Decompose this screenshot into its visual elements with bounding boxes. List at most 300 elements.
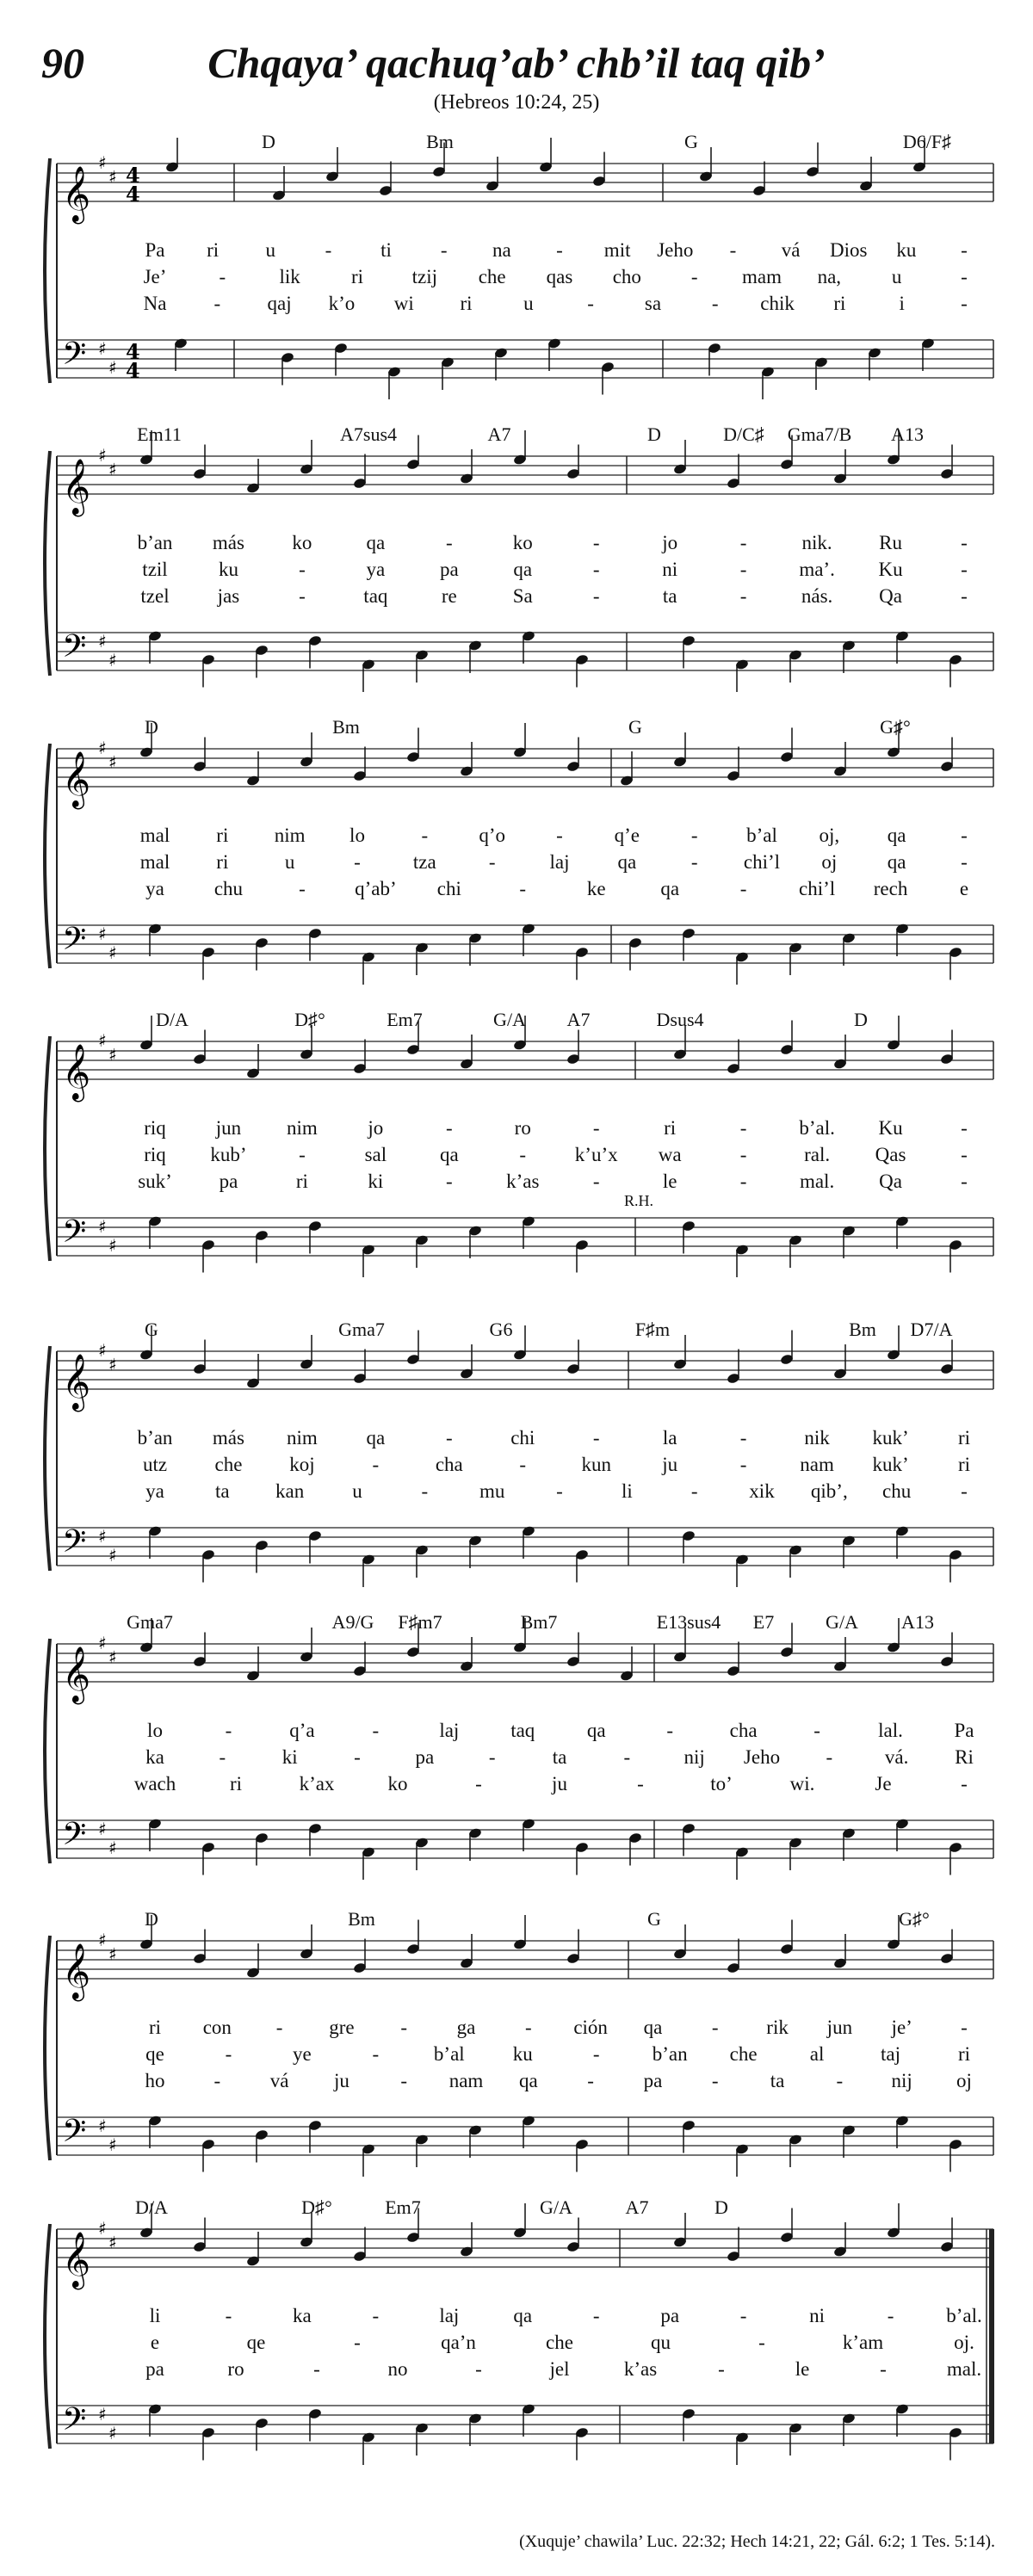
lyric-syllable: Jeho bbox=[743, 1746, 781, 1768]
lyric-syllable: tza bbox=[412, 851, 436, 873]
lyric-syllable: Sa bbox=[512, 585, 533, 607]
lyric-syllable: ri bbox=[664, 1117, 677, 1139]
syllable-hyphen: - bbox=[592, 2043, 600, 2065]
lyric-verse-2 bbox=[0, 1144, 1033, 1168]
lyric-verse-3 bbox=[0, 1773, 1033, 1797]
sharp-icon: ♯ bbox=[98, 738, 107, 758]
lyric-syllable: ri bbox=[350, 266, 364, 287]
sharp-icon: ♯ bbox=[108, 357, 117, 378]
chord-symbol: Gma7/B bbox=[787, 423, 852, 445]
lyric-syllable: ya bbox=[145, 1480, 164, 1502]
lyric-syllable: riq bbox=[144, 1144, 166, 1165]
lyric-verse-3 bbox=[0, 585, 1033, 609]
lyric-syllable: b’an bbox=[137, 1427, 173, 1449]
lyric-syllable: ta bbox=[552, 1746, 567, 1768]
lyric-syllable: k’ax bbox=[299, 1773, 335, 1795]
syllable-hyphen: - bbox=[961, 559, 968, 580]
treble-clef-icon: 𝄞 bbox=[62, 1943, 91, 1999]
lyric-syllable: chu bbox=[213, 878, 244, 899]
lyric-syllable: mal bbox=[139, 825, 170, 846]
syllable-hyphen: - bbox=[739, 2305, 747, 2326]
lyric-verse-1 bbox=[0, 1427, 1033, 1451]
music-system bbox=[0, 1317, 1033, 1592]
chord-symbol: A7sus4 bbox=[339, 423, 398, 445]
syllable-hyphen: - bbox=[556, 825, 563, 846]
lyric-syllable: qaj bbox=[267, 293, 292, 314]
music-system bbox=[0, 2195, 1033, 2470]
lyric-syllable: k’as bbox=[506, 1171, 540, 1192]
sharp-icon: ♯ bbox=[108, 166, 117, 188]
syllable-hyphen: - bbox=[313, 2358, 320, 2380]
lyric-syllable: tzil bbox=[142, 559, 168, 580]
sharp-icon: ♯ bbox=[108, 459, 117, 480]
chord-symbol: F♯m bbox=[634, 1319, 671, 1340]
sharp-icon: ♯ bbox=[108, 2232, 117, 2253]
syllable-hyphen: - bbox=[488, 1746, 496, 1768]
lyric-syllable: k’o bbox=[328, 293, 356, 314]
treble-clef-icon: 𝄞 bbox=[62, 166, 91, 222]
lyric-syllable: cha bbox=[729, 1720, 758, 1741]
treble-clef-icon: 𝄞 bbox=[62, 459, 91, 515]
lyric-verse-2 bbox=[0, 1454, 1033, 1478]
syllable-hyphen: - bbox=[525, 2017, 532, 2038]
lyric-syllable: qe bbox=[145, 2043, 164, 2065]
lyric-syllable: ma’. bbox=[799, 559, 835, 580]
lyric-verse-3 bbox=[0, 1171, 1033, 1195]
sharp-icon: ♯ bbox=[108, 1838, 117, 1858]
sharp-icon: ♯ bbox=[98, 152, 107, 173]
lyric-verse-1 bbox=[0, 2305, 1033, 2329]
syllable-hyphen: - bbox=[711, 2017, 719, 2038]
lyric-syllable: taj bbox=[881, 2043, 901, 2065]
lyric-syllable: qas bbox=[546, 266, 573, 287]
lyric-verse-2 bbox=[0, 559, 1033, 583]
sharp-icon: ♯ bbox=[98, 631, 107, 652]
syllable-hyphen: - bbox=[354, 851, 361, 873]
sharp-icon: ♯ bbox=[108, 1545, 117, 1566]
syllable-hyphen: - bbox=[299, 878, 306, 899]
lyric-syllable: Qa bbox=[879, 585, 902, 607]
lyric-syllable: utz bbox=[142, 1454, 168, 1475]
lyric-syllable: wach bbox=[133, 1773, 176, 1795]
lyric-syllable: la bbox=[662, 1427, 677, 1449]
lyric-syllable: nik. bbox=[801, 532, 832, 553]
lyric-verse-1 bbox=[0, 825, 1033, 849]
footer-references: (Xuquje’ chawila’ Luc. 22:32; Hech 14:21, 22; Gál. 6:2; 1 Tes. 5:14). bbox=[519, 2532, 995, 2551]
sharp-icon: ♯ bbox=[108, 1354, 117, 1375]
lyric-syllable: nij bbox=[891, 2070, 912, 2091]
lyric-syllable: Jeho bbox=[657, 239, 694, 261]
lyric-syllable: e bbox=[150, 2332, 160, 2353]
lyric-verse-3 bbox=[0, 2358, 1033, 2382]
lyric-syllable: laj bbox=[549, 851, 570, 873]
chord-symbol: G♯° bbox=[899, 1908, 930, 1930]
syllable-hyphen: - bbox=[718, 2358, 725, 2380]
lyric-syllable: kuk’ bbox=[872, 1427, 909, 1449]
lyric-syllable: oj, bbox=[819, 825, 840, 846]
chord-symbol: A7 bbox=[487, 423, 511, 445]
chord-symbol: G/A bbox=[493, 1009, 526, 1030]
sharp-icon: ♯ bbox=[98, 1340, 107, 1361]
lyric-syllable: pa bbox=[643, 2070, 663, 2091]
bass-clef-icon: 𝄢 bbox=[62, 1214, 87, 1257]
lyric-syllable: che bbox=[478, 266, 506, 287]
lyric-verse-3 bbox=[0, 878, 1033, 902]
lyric-syllable: Ku bbox=[878, 1117, 903, 1139]
lyric-syllable: kun bbox=[581, 1454, 611, 1475]
lyric-syllable: ro bbox=[227, 2358, 244, 2380]
right-hand-annotation: R.H. bbox=[623, 1192, 654, 1209]
lyric-syllable: qa bbox=[660, 878, 680, 899]
lyric-syllable: rik bbox=[766, 2017, 789, 2038]
lyric-syllable: li bbox=[149, 2305, 161, 2326]
lyric-syllable: u bbox=[284, 851, 295, 873]
chord-symbol: D bbox=[714, 2196, 728, 2218]
syllable-hyphen: - bbox=[325, 239, 332, 261]
syllable-hyphen: - bbox=[739, 1171, 747, 1192]
hymn-title: Chqaya’ qachuq’ab’ chb’il taq qib’ bbox=[207, 39, 826, 87]
lyric-syllable: che bbox=[546, 2332, 573, 2353]
lyric-syllable: jo bbox=[662, 532, 678, 553]
sharp-icon: ♯ bbox=[98, 1216, 107, 1237]
lyric-syllable: ki bbox=[368, 1171, 384, 1192]
lyric-syllable: nim bbox=[287, 1427, 318, 1449]
syllable-hyphen: - bbox=[813, 1720, 820, 1741]
lyric-syllable: b’al. bbox=[799, 1117, 835, 1139]
lyric-verse-2 bbox=[0, 2332, 1033, 2356]
sharp-icon: ♯ bbox=[98, 1526, 107, 1547]
lyric-syllable: Pa bbox=[145, 239, 165, 261]
lyric-syllable: jas bbox=[217, 585, 240, 607]
lyric-syllable: taq bbox=[363, 585, 388, 607]
lyric-syllable: chik bbox=[760, 293, 795, 314]
lyric-syllable: chu bbox=[882, 1480, 912, 1502]
lyric-syllable: vá bbox=[269, 2070, 289, 2091]
syllable-hyphen: - bbox=[372, 1454, 380, 1475]
syllable-hyphen: - bbox=[711, 293, 719, 314]
syllable-hyphen: - bbox=[623, 1746, 631, 1768]
bass-clef-icon: 𝄢 bbox=[62, 2113, 87, 2157]
lyric-syllable: pa bbox=[219, 1171, 238, 1192]
chord-symbol: G/A bbox=[540, 2196, 572, 2218]
lyric-syllable: con bbox=[202, 2017, 232, 2038]
lyric-syllable: ri bbox=[216, 825, 229, 846]
lyric-syllable: chi bbox=[510, 1427, 535, 1449]
syllable-hyphen: - bbox=[961, 585, 968, 607]
syllable-hyphen: - bbox=[488, 851, 496, 873]
lyric-syllable: suk’ bbox=[138, 1171, 172, 1192]
lyric-syllable: chi bbox=[436, 878, 461, 899]
lyric-syllable: qa bbox=[617, 851, 637, 873]
lyric-verse-1 bbox=[0, 1117, 1033, 1141]
syllable-hyphen: - bbox=[887, 2305, 894, 2326]
lyric-syllable: ju bbox=[662, 1454, 678, 1475]
lyric-syllable: ri bbox=[460, 293, 473, 314]
sharp-icon: ♯ bbox=[98, 1030, 107, 1051]
syllable-hyphen: - bbox=[556, 1480, 563, 1502]
lyric-syllable: wi bbox=[393, 293, 414, 314]
bass-clef-icon: 𝄢 bbox=[62, 628, 87, 672]
syllable-hyphen: - bbox=[592, 532, 600, 553]
music-system bbox=[0, 422, 1033, 697]
syllable-hyphen: - bbox=[519, 1454, 527, 1475]
lyric-syllable: mal. bbox=[799, 1171, 835, 1192]
time-signature-bottom: 4 bbox=[126, 182, 140, 207]
lyric-syllable: q’a bbox=[289, 1720, 315, 1741]
lyric-syllable: chi’l bbox=[799, 878, 836, 899]
lyric-syllable: koj bbox=[289, 1454, 315, 1475]
lyric-syllable: vá. bbox=[884, 1746, 909, 1768]
chord-symbol: G bbox=[145, 1319, 158, 1340]
lyric-syllable: ni bbox=[662, 559, 678, 580]
bass-clef-icon: 𝄢 bbox=[62, 921, 87, 965]
chord-symbol: A13 bbox=[901, 1611, 934, 1633]
chord-symbol: G/A bbox=[826, 1611, 858, 1633]
lyric-syllable: al bbox=[809, 2043, 825, 2065]
syllable-hyphen: - bbox=[225, 2305, 232, 2326]
treble-clef-icon: 𝄞 bbox=[62, 1354, 91, 1410]
hymn-number: 90 bbox=[41, 39, 84, 87]
chord-symbol: G bbox=[628, 716, 642, 738]
syllable-hyphen: - bbox=[213, 2070, 221, 2091]
syllable-hyphen: - bbox=[219, 266, 226, 287]
syllable-hyphen: - bbox=[961, 1773, 968, 1795]
lyric-syllable: le bbox=[662, 1171, 677, 1192]
chord-symbol: D bbox=[854, 1009, 868, 1030]
lyric-syllable: oj bbox=[956, 2070, 972, 2091]
bass-clef-icon: 𝄢 bbox=[62, 2401, 87, 2445]
lyric-syllable: laj bbox=[439, 1720, 460, 1741]
chord-symbol: G bbox=[647, 1908, 661, 1930]
lyric-syllable: ri bbox=[957, 1454, 971, 1475]
syllable-hyphen: - bbox=[961, 851, 968, 873]
lyric-syllable: jun bbox=[826, 2017, 853, 2038]
chord-symbol: Bm bbox=[332, 716, 360, 738]
chord-symbol: Bm bbox=[849, 1319, 876, 1340]
lyric-syllable: kub’ bbox=[210, 1144, 247, 1165]
lyric-syllable: wi. bbox=[789, 1773, 815, 1795]
syllable-hyphen: - bbox=[739, 1427, 747, 1449]
syllable-hyphen: - bbox=[445, 1117, 453, 1139]
lyric-syllable: ta bbox=[215, 1480, 230, 1502]
lyric-syllable: Dios bbox=[829, 239, 868, 261]
syllable-hyphen: - bbox=[826, 1746, 833, 1768]
lyric-syllable: vá bbox=[781, 239, 801, 261]
syllable-hyphen: - bbox=[961, 1144, 968, 1165]
lyric-syllable: le bbox=[795, 2358, 810, 2380]
lyric-syllable: ku bbox=[896, 239, 917, 261]
lyric-syllable: cho bbox=[612, 266, 641, 287]
lyric-syllable: to’ bbox=[710, 1773, 733, 1795]
syllable-hyphen: - bbox=[836, 2070, 844, 2091]
lyric-syllable: mu bbox=[479, 1480, 505, 1502]
lyric-syllable: tzel bbox=[140, 585, 170, 607]
lyric-syllable: ri bbox=[148, 2017, 162, 2038]
lyric-syllable: qa bbox=[439, 1144, 459, 1165]
syllable-hyphen: - bbox=[592, 585, 600, 607]
syllable-hyphen: - bbox=[961, 532, 968, 553]
lyric-syllable: Qa bbox=[879, 1171, 902, 1192]
lyric-syllable: pa bbox=[660, 2305, 680, 2326]
lyric-syllable: Qas bbox=[875, 1144, 906, 1165]
syllable-hyphen: - bbox=[556, 239, 563, 261]
lyric-syllable: li bbox=[621, 1480, 633, 1502]
lyric-syllable: qa bbox=[366, 532, 386, 553]
syllable-hyphen: - bbox=[592, 2305, 600, 2326]
lyric-syllable: ka bbox=[293, 2305, 312, 2326]
time-signature-top: 4 bbox=[126, 163, 140, 188]
lyric-syllable: ri bbox=[216, 851, 229, 873]
syllable-hyphen: - bbox=[475, 2358, 482, 2380]
lyric-syllable: Je bbox=[875, 1773, 892, 1795]
lyric-syllable: lik bbox=[279, 266, 300, 287]
syllable-hyphen: - bbox=[690, 825, 698, 846]
chord-symbol: D7/A bbox=[910, 1319, 953, 1340]
lyric-syllable: ko bbox=[292, 532, 312, 553]
lyric-syllable: chi’l bbox=[743, 851, 781, 873]
chord-symbol: Em7 bbox=[387, 1009, 423, 1030]
syllable-hyphen: - bbox=[587, 2070, 594, 2091]
lyric-syllable: riq bbox=[144, 1117, 166, 1139]
chord-symbol: G bbox=[684, 131, 698, 152]
lyric-syllable: na, bbox=[817, 266, 842, 287]
lyric-syllable: ku bbox=[218, 559, 238, 580]
bass-clef-icon: 𝄢 bbox=[62, 1816, 87, 1860]
lyric-verse-1 bbox=[0, 532, 1033, 556]
lyric-syllable: b’an bbox=[137, 532, 173, 553]
syllable-hyphen: - bbox=[690, 851, 698, 873]
chord-symbol: D bbox=[647, 423, 661, 445]
syllable-hyphen: - bbox=[421, 825, 429, 846]
lyric-syllable: nik bbox=[804, 1427, 830, 1449]
syllable-hyphen: - bbox=[739, 532, 747, 553]
syllable-hyphen: - bbox=[961, 2017, 968, 2038]
lyric-syllable: cha bbox=[435, 1454, 463, 1475]
lyric-syllable: nás. bbox=[801, 585, 833, 607]
lyric-syllable: b’al bbox=[746, 825, 777, 846]
syllable-hyphen: - bbox=[519, 1144, 527, 1165]
syllable-hyphen: - bbox=[445, 1171, 453, 1192]
treble-clef-icon: 𝄞 bbox=[62, 1044, 91, 1100]
syllable-hyphen: - bbox=[519, 878, 527, 899]
sharp-icon: ♯ bbox=[98, 1930, 107, 1950]
time-signature-bottom: 4 bbox=[126, 358, 140, 383]
lyric-syllable: nam bbox=[448, 2070, 484, 2091]
chord-symbol: A7 bbox=[625, 2196, 649, 2218]
lyric-syllable: mal bbox=[139, 851, 170, 873]
lyric-syllable: q’ab’ bbox=[355, 878, 397, 899]
lyric-syllable: pa bbox=[415, 1746, 435, 1768]
syllable-hyphen: - bbox=[372, 2305, 380, 2326]
lyric-syllable: qib’, bbox=[810, 1480, 848, 1502]
lyric-syllable: lo bbox=[349, 825, 365, 846]
syllable-hyphen: - bbox=[354, 1746, 361, 1768]
lyric-syllable: Ri bbox=[955, 1746, 974, 1768]
sharp-icon: ♯ bbox=[108, 2134, 117, 2155]
lyric-syllable: ri bbox=[957, 1427, 971, 1449]
lyric-syllable: mam bbox=[742, 266, 782, 287]
lyric-syllable: u bbox=[891, 266, 902, 287]
lyric-syllable: k’as bbox=[623, 2358, 658, 2380]
sharp-icon: ♯ bbox=[108, 650, 117, 670]
syllable-hyphen: - bbox=[440, 239, 448, 261]
lyric-syllable: che bbox=[214, 1454, 243, 1475]
lyric-syllable: sa bbox=[644, 293, 662, 314]
lyric-syllable: qa’n bbox=[441, 2332, 476, 2353]
lyric-syllable: mit bbox=[603, 239, 631, 261]
syllable-hyphen: - bbox=[637, 1773, 644, 1795]
lyric-verse-3 bbox=[0, 293, 1033, 317]
syllable-hyphen: - bbox=[961, 1480, 968, 1502]
chord-symbol: Dsus4 bbox=[656, 1009, 704, 1030]
syllable-hyphen: - bbox=[690, 1480, 698, 1502]
music-system bbox=[0, 1609, 1033, 1885]
music-system bbox=[0, 129, 1033, 405]
sharp-icon: ♯ bbox=[108, 1646, 117, 1668]
lyric-syllable: wa bbox=[658, 1144, 682, 1165]
lyric-syllable: pa bbox=[439, 559, 459, 580]
sharp-icon: ♯ bbox=[98, 445, 107, 466]
syllable-hyphen: - bbox=[739, 1144, 747, 1165]
sharp-icon: ♯ bbox=[108, 2423, 117, 2443]
lyric-syllable: rech bbox=[873, 878, 908, 899]
lyric-syllable: ri bbox=[295, 1171, 308, 1192]
lyric-syllable: qa bbox=[643, 2017, 663, 2038]
lyric-syllable: ta bbox=[770, 2070, 785, 2091]
lyric-syllable: qa bbox=[518, 2070, 538, 2091]
lyric-syllable: qa bbox=[887, 851, 906, 873]
chord-symbol: Gma7 bbox=[127, 1611, 173, 1633]
lyric-syllable: u bbox=[352, 1480, 362, 1502]
syllable-hyphen: - bbox=[592, 559, 600, 580]
syllable-hyphen: - bbox=[961, 293, 968, 314]
lyric-syllable: b’al. bbox=[946, 2305, 982, 2326]
syllable-hyphen: - bbox=[299, 585, 306, 607]
lyric-syllable: i bbox=[899, 293, 905, 314]
lyric-syllable: nim bbox=[287, 1117, 318, 1139]
lyric-syllable: ko bbox=[512, 532, 533, 553]
syllable-hyphen: - bbox=[400, 2017, 408, 2038]
lyric-syllable: ni bbox=[809, 2305, 826, 2326]
syllable-hyphen: - bbox=[758, 2332, 765, 2353]
lyric-syllable: nim bbox=[274, 825, 306, 846]
syllable-hyphen: - bbox=[880, 2358, 887, 2380]
lyric-syllable: qe bbox=[246, 2332, 266, 2353]
lyric-verse-1 bbox=[0, 2017, 1033, 2041]
lyric-syllable: Pa bbox=[954, 1720, 974, 1741]
chord-symbol: F♯m7 bbox=[398, 1611, 442, 1633]
chord-symbol: A13 bbox=[891, 423, 924, 445]
lyric-syllable: ju bbox=[552, 1773, 567, 1795]
sharp-icon: ♯ bbox=[108, 1943, 117, 1965]
lyric-syllable: q’e bbox=[614, 825, 640, 846]
syllable-hyphen: - bbox=[225, 1720, 232, 1741]
lyric-syllable: e bbox=[959, 878, 969, 899]
syllable-hyphen: - bbox=[225, 2043, 232, 2065]
lyric-syllable: ga bbox=[456, 2017, 476, 2038]
syllable-hyphen: - bbox=[592, 1117, 600, 1139]
lyric-syllable: nij bbox=[684, 1746, 705, 1768]
bass-clef-icon: 𝄢 bbox=[62, 336, 87, 380]
sharp-icon: ♯ bbox=[98, 2116, 107, 2136]
syllable-hyphen: - bbox=[299, 559, 306, 580]
lyric-syllable: gre bbox=[329, 2017, 355, 2038]
lyric-syllable: ri bbox=[229, 1773, 243, 1795]
syllable-hyphen: - bbox=[961, 239, 968, 261]
sharp-icon: ♯ bbox=[98, 1633, 107, 1653]
chord-symbol: Em11 bbox=[137, 423, 182, 445]
syllable-hyphen: - bbox=[445, 1427, 453, 1449]
